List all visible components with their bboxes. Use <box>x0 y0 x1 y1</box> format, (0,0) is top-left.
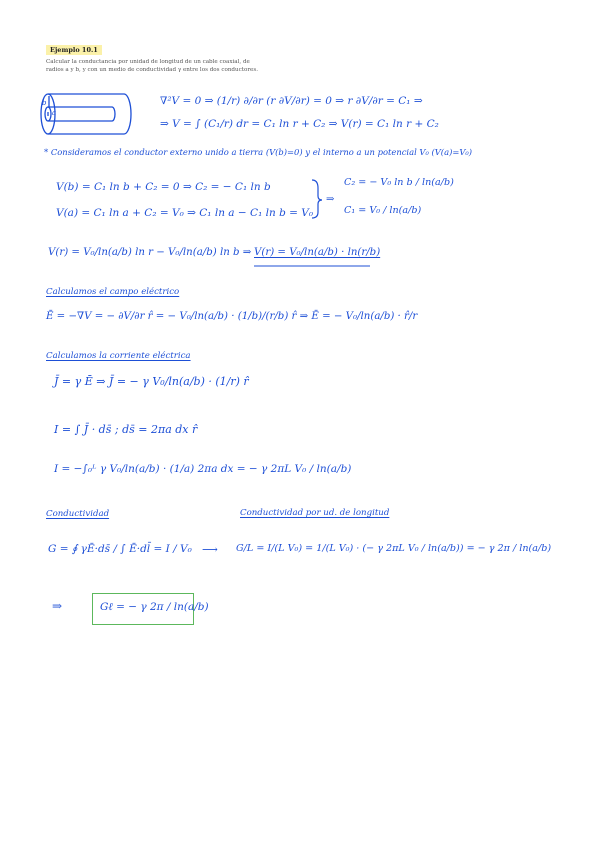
current-result-equation: I = −∫₀ᴸ γ V₀/ln(a/b) · (1/a) 2πa dx = − γ 2πL V₀ / ln(a/b) <box>54 463 352 475</box>
conductance-per-length-heading: Conductividad por ud. de longitud <box>240 508 390 518</box>
laplace-equation: ∇²V = 0 ⇒ (1/r) ∂/∂r (r ∂V/∂r) = 0 ⇒ r ∂V/∂r = C₁ ⇒ <box>160 95 423 107</box>
conductance-equation: G = ∮ γĒ·ds̄ / ∫ Ē·dl̄ = I / V₀ <box>48 543 192 555</box>
statement-line: radios a y b, y con un medio de conductividad γ entre los dos conductores. <box>46 67 258 73</box>
potential-substitution: V(r) = V₀/ln(a/b) ln r − V₀/ln(a/b) ln b ⇒ <box>48 247 252 258</box>
final-implies-arrow: ⇒ <box>52 599 63 613</box>
boundary-equation-b: V(b) = C₁ ln b + C₂ = 0 ⇒ C₂ = − C₁ ln b <box>56 181 271 193</box>
label-b: b <box>42 99 47 107</box>
current-density-equation: J̄ = γ Ē ⇒ J̄ = − γ V₀/ln(a/b) · (1/r) r̂ <box>54 375 249 388</box>
example-tag: Ejemplo 10.1 <box>46 45 102 55</box>
field-heading: Calculamos el campo eléctrico <box>46 287 180 297</box>
conductance-per-length-equation: G/L = I/(L V₀) = 1/(L V₀) · (− γ 2πL V₀ / ln(a/b)) = − γ 2π / ln(a/b) <box>236 543 552 554</box>
current-integral-equation: I = ∫ J̄ · ds̄ ; ds̄ = 2πa dx r̂ <box>54 423 198 436</box>
label-a: a <box>52 109 57 117</box>
boundary-equation-a: V(a) = C₁ ln a + C₂ = V₀ ⇒ C₁ ln a − C₁ ln b = V₀ <box>56 207 314 219</box>
potential-general-solution: ⇒ V = ∫ (C₁/r) dr = C₁ ln r + C₂ ⇒ V(r) = C₁ ln r + C₂ <box>160 118 439 130</box>
potential-result: V(r) = V₀/ln(a/b) · ln(r/b) <box>254 247 381 258</box>
c1-result: C₁ = V₀ / ln(a/b) <box>344 205 422 216</box>
statement-line: Calcular la conductancia por unidad de longitud de un cable coaxial, de <box>46 59 250 65</box>
boundary-conditions-note: * Consideramos el conductor externo unido a tierra (V(b)=0) y el interno a un potencial V₀ (V(a)=V₀) <box>44 147 473 157</box>
current-heading: Calculamos la corriente eléctrica <box>46 351 191 361</box>
conductance-heading: Conductividad <box>46 509 110 519</box>
final-conductance-result: Gℓ = − γ 2π / ln(a/b) <box>100 601 209 613</box>
conductance-arrow: ⟶ <box>202 543 218 556</box>
c2-result: C₂ = − V₀ ln b / ln(a/b) <box>344 177 454 188</box>
implies-arrow: ⇒ <box>326 194 335 205</box>
field-equation: Ē = −∇V = − ∂V/∂r r̂ = − V₀/ln(a/b) · (1/b)/(r/b) r̂ ⇒ Ē = − V₀/ln(a/b) · r̂/r <box>46 311 418 322</box>
